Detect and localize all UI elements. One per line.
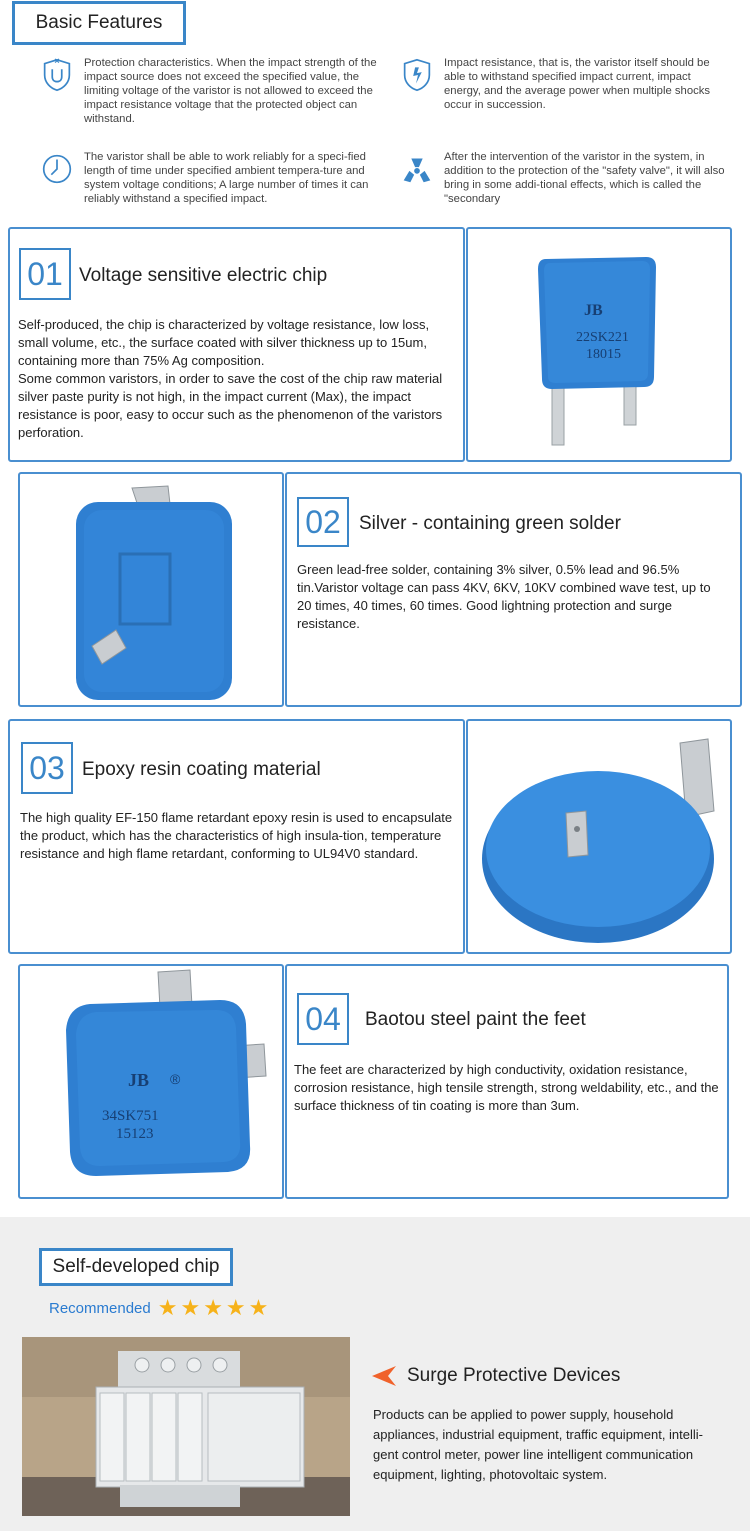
card-epoxy-resin [8,719,465,954]
card-title: Silver - containing green solder [359,513,621,534]
feature-impact-resistance [398,56,728,112]
svg-text:JB: JB [128,1070,150,1090]
card-text: The high quality EF-150 flame retardant epoxy resin is used to encapsulate the product, which has the characteristics of high insula-tion, temperature resistance and high flame retardant, conforming to UL94V0 standard. [20,810,453,861]
card-number: 03 [21,742,73,794]
radiation-icon [398,150,436,188]
basic-features-title: Basic Features [12,1,186,45]
recommended-rating [49,1295,269,1320]
card-text: The feet are characterized by high conductivity, oxidation resistance, corrosion resistance, high tensile strength, strong weldability, etc., and the surface thickness of tin coating is more than 3um. [294,1062,719,1113]
feature-secondary-effects [398,150,728,206]
svg-text:JB: JB [584,302,603,319]
photo-varistor-chip-22sk221 [466,227,732,462]
star-icon: ★ [157,1295,178,1320]
feature-text: The varistor shall be able to work reliably for a speci-fied length of time under specified ambient tempera-ture and system voltage conditions; A large number of times it can reliably withstand a specified impact. [84,151,369,205]
chip-marking-line1: 22SK221 [576,330,629,345]
star-icon: ★ [180,1295,201,1320]
u-shield-icon [38,56,76,94]
card-title: Baotou steel paint the feet [365,1009,586,1030]
product-title [370,1365,620,1387]
lightning-shield-icon [398,56,436,94]
photo-varistor-chip-square [18,472,284,707]
card-steel-feet [285,964,729,1199]
svg-text:®: ® [170,1071,181,1087]
star-icon: ★ [203,1295,223,1320]
card-text: Green lead-free solder, containing 3% silver, 0.5% lead and 96.5% tin.Varistor voltage can pass 4KV, 6KV, 10KV combined wave test, up to 20 times, 40 times, 60 times. Good lightning protection and surge resistance. [297,562,711,631]
star-icon: ★ [248,1295,269,1320]
chip-marking-line2: 15123 [116,1126,154,1142]
card-number: 01 [19,248,71,300]
product-description: Products can be applied to power supply, household appliances, industrial equipment, traffic equipment, intelli-gent control meter, power line intelligent communication equipment, lighting, photovoltaic system. [373,1407,703,1482]
photo-varistor-disc [466,719,732,954]
card-title: Epoxy resin coating material [82,759,321,780]
self-developed-title: Self-developed chip [39,1248,233,1286]
card-voltage-chip [8,227,465,462]
feature-text: After the intervention of the varistor in the system, in addition to the protection of the "safety valve", it will also bring in some addi-tional effects, which is called the "secondary [444,151,725,205]
chip-marking-line2: 18015 [586,347,621,362]
feature-text: Impact resistance, that is, the varistor itself should be able to withstand specified impact current, impact energy, and the average power when multiple shocks occur in succession. [444,57,711,111]
card-green-solder [285,472,742,707]
arrow-icon [370,1365,398,1387]
card-title: Voltage sensitive electric chip [79,265,328,286]
feature-protection [38,56,378,126]
clock-icon [38,150,76,188]
card-number: 04 [297,993,349,1045]
card-number: 02 [297,497,349,547]
feature-reliability [38,150,378,206]
card-text: Self-produced, the chip is characterized by voltage resistance, low loss, small volume, etc., the surface coated with silver thickness up to 15um, containing more than 75% Ag composition. Some common varistors, in order to save the cost of the chip raw material silver paste purity is not high, in the impact current (Max), the impact resistance is poor, easy to occur such as the phenomenon of the varistors perforation. [18,317,443,440]
photo-varistor-chip-34sk751 [18,964,284,1199]
product-title-text: Surge Protective Devices [407,1365,621,1386]
chip-marking-line1: 34SK751 [102,1108,159,1124]
feature-text: Protection characteristics. When the impact strength of the impact source does not exceed the specified value, the limiting voltage of the varistor is not allowed to exceed the impact resistance voltage that the protected object can withstand. [84,57,377,125]
recommended-label: Recommended [49,1299,151,1317]
photo-surge-protective-device [22,1337,350,1516]
star-icon: ★ [225,1295,246,1320]
